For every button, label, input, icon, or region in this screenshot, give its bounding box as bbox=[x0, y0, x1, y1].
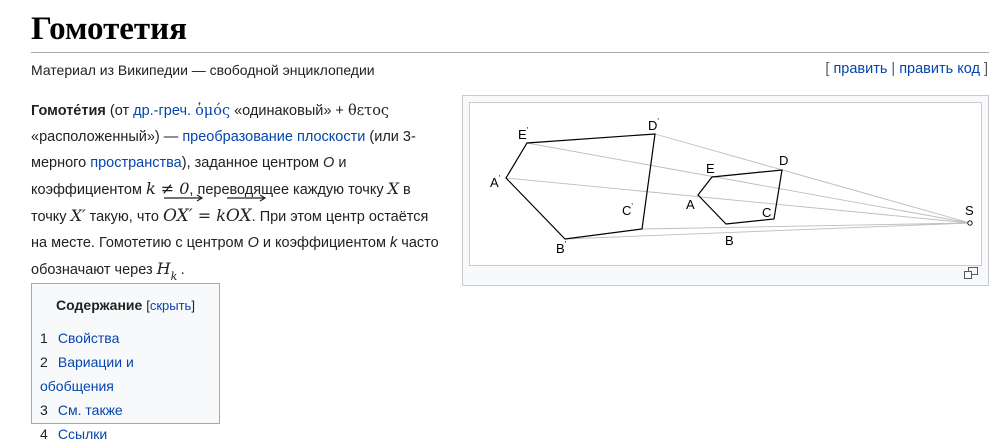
vector-OX-text: OX bbox=[225, 206, 252, 226]
label-E: E bbox=[706, 161, 715, 176]
edit-separator: | bbox=[891, 61, 896, 77]
lead-term: Гомоте́тия bbox=[31, 103, 106, 119]
link-ancient-greek[interactable]: др.-греч. bbox=[133, 103, 192, 119]
center-O: O bbox=[323, 155, 335, 171]
magnify-icon[interactable] bbox=[964, 267, 978, 279]
ray-C bbox=[642, 223, 970, 229]
vector-OX-prime-text: OX′ bbox=[163, 206, 193, 226]
image-pentagon bbox=[506, 134, 655, 239]
toc-header bbox=[40, 294, 211, 317]
ray-E bbox=[527, 143, 970, 223]
center-S-point bbox=[968, 221, 972, 225]
toc-item bbox=[40, 422, 211, 446]
label-A-prime: A' bbox=[490, 174, 501, 190]
edit-code-link[interactable]: править код bbox=[899, 61, 980, 77]
link-plane-transform[interactable]: преобразование плоскости bbox=[182, 129, 366, 145]
math-X-prime: X′ bbox=[70, 206, 86, 225]
label-D: D bbox=[779, 153, 789, 168]
page-title: Гомотетия bbox=[31, 8, 989, 53]
edit-link[interactable]: править bbox=[833, 61, 888, 77]
label-S: S bbox=[965, 203, 974, 218]
toc-number: 4 bbox=[40, 426, 48, 442]
math-H-notation bbox=[156, 259, 181, 283]
vector-OX-prime bbox=[163, 203, 193, 229]
ray-A bbox=[506, 178, 970, 223]
figure-thumbnail bbox=[462, 95, 989, 286]
lead-text-9: такую, что bbox=[85, 209, 163, 225]
toc-hide-toggle: [скрыть] bbox=[146, 298, 195, 313]
lead-text-12: часто обозначают через bbox=[31, 235, 439, 278]
coef-k: k bbox=[390, 235, 398, 251]
greek-word-1[interactable]: ὁμός bbox=[195, 103, 231, 119]
page-subtitle: Материал из Википедии — свободной энциклопедии bbox=[31, 62, 375, 78]
label-A: A bbox=[686, 197, 695, 212]
toc-link-see-also[interactable]: См. также bbox=[57, 402, 123, 418]
homothety-diagram bbox=[470, 103, 983, 267]
math-k: k bbox=[216, 206, 226, 225]
vector-arrow-icon bbox=[226, 194, 266, 202]
figure-image[interactable] bbox=[469, 102, 982, 266]
toc-number: 3 bbox=[40, 402, 48, 418]
vector-arrow-icon bbox=[163, 194, 203, 202]
ray-D bbox=[655, 134, 970, 223]
edit-bracket-close: ] bbox=[983, 61, 988, 77]
center-O-2: O bbox=[247, 235, 259, 251]
label-D-prime: D' bbox=[648, 117, 659, 133]
label-B-prime: B' bbox=[556, 240, 567, 256]
link-space[interactable]: пространства bbox=[90, 155, 182, 171]
lead-paragraph bbox=[31, 98, 443, 283]
toc-item bbox=[40, 350, 211, 398]
toc-title: Содержание bbox=[56, 297, 143, 313]
edit-bracket-open: [ bbox=[825, 61, 830, 77]
toc-item bbox=[40, 326, 211, 350]
lead-text-7: , переводящее каждую точку bbox=[189, 182, 388, 198]
greek-word-2: θετος bbox=[347, 103, 390, 119]
toc-list bbox=[40, 326, 211, 446]
vector-OX bbox=[226, 203, 252, 229]
toc-link-references[interactable]: Ссылки bbox=[57, 426, 108, 442]
lead-text-8: в точку bbox=[31, 182, 411, 225]
label-E-prime: E' bbox=[518, 126, 529, 142]
lead-text-10: . При этом центр остаётся на месте. Гомотетию с центром bbox=[31, 209, 429, 251]
label-B: B bbox=[725, 233, 734, 248]
table-of-contents bbox=[31, 283, 220, 442]
toc-number: 1 bbox=[40, 330, 48, 346]
label-C: C bbox=[762, 205, 772, 220]
lead-text-2: «одинаковый» + bbox=[230, 103, 348, 119]
lead-text-11: и коэффициентом bbox=[258, 235, 390, 251]
toc-hide-link[interactable]: скрыть bbox=[149, 298, 192, 313]
math-k-nonzero: k ≠ 0 bbox=[145, 179, 190, 198]
math-H-sup: k bbox=[170, 270, 178, 283]
lead-text-6: и коэффициентом bbox=[31, 155, 347, 198]
lead-text-5: ), заданное центром bbox=[181, 155, 324, 171]
toc-item bbox=[40, 398, 211, 422]
label-C-prime: C' bbox=[622, 202, 633, 218]
lead-text-1: (от bbox=[105, 103, 134, 119]
toc-link-properties[interactable]: Свойства bbox=[57, 330, 120, 346]
math-H: H bbox=[156, 259, 171, 278]
lead-text-3: «расположенный») — bbox=[31, 129, 183, 145]
lead-text-4: (или 3-мерного bbox=[31, 129, 416, 171]
math-equals: = bbox=[192, 206, 217, 225]
toc-link-variations[interactable]: Вариации и обобщения bbox=[40, 354, 134, 394]
edit-links bbox=[825, 60, 988, 78]
toc-number: 2 bbox=[40, 354, 48, 370]
math-X: X bbox=[387, 179, 400, 198]
lead-text-13: . bbox=[180, 262, 185, 278]
